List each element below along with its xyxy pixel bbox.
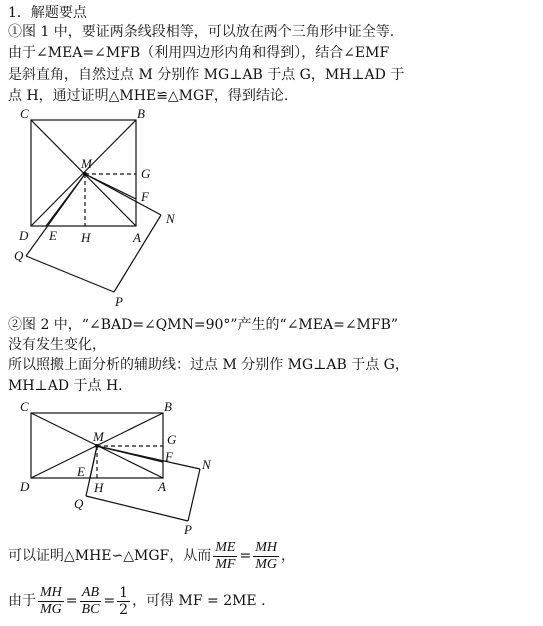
fig1-line-MQ (26, 174, 85, 256)
fraction-numerator: MH (255, 539, 277, 555)
fig2-label-F: F (165, 449, 173, 464)
fig2-label-H: H (94, 480, 104, 495)
fig2-label-Q: Q (74, 496, 84, 511)
formula-line-2 (8, 583, 266, 619)
formula-1-suffix: ， (281, 548, 295, 564)
figure-1-lines (26, 120, 161, 292)
fig2-label-P: P (184, 522, 192, 537)
fig1-label-F: F (141, 189, 149, 204)
paragraph-2-line-1: ②图 2 中，“∠BAD=∠QMN=90°”产生的“∠MEA=∠MFB” (8, 317, 399, 333)
fig1-label-A: A (133, 230, 141, 245)
fraction-ME-MF (213, 540, 237, 573)
fig2-label-M: M (93, 429, 104, 444)
paragraph-2-line-4: MH⊥AD 于点 H. (8, 378, 123, 394)
formula-line-1 (8, 538, 295, 574)
paragraph-1-line-2: 由于∠MEA=∠MFB（利用四边形内角和得到），结合∠EMF (8, 45, 390, 61)
fig2-label-A: A (158, 479, 166, 494)
section-heading: 1．解题要点 (8, 5, 87, 21)
fraction-denominator: MF (215, 556, 236, 572)
equals-sign: = (103, 593, 116, 609)
paragraph-1-line-3: 是斜直角，自然过点 M 分别作 MG⊥AB 于点 G，MH⊥AD 于 (8, 67, 405, 83)
paragraph-1-line-1: ①图 1 中，要证两条线段相等，可以放在两个三角形中证全等． (8, 24, 404, 40)
fraction-MH-MG (253, 540, 279, 573)
paragraph-2-line-2: 没有发生变化， (8, 337, 106, 353)
paragraph-1-line-4: 点 H，通过证明△MHE≌△MGF，得到结论. (8, 88, 289, 104)
equals-sign: = (65, 593, 78, 609)
fraction-numerator: ME (215, 539, 236, 555)
figure-2-lines (31, 413, 200, 521)
fig2-label-G: G (167, 432, 177, 447)
fraction-numerator: MH (40, 584, 62, 600)
fig1-label-P: P (115, 294, 123, 309)
equals-sign: = (239, 548, 252, 564)
fraction-1-2 (117, 585, 130, 618)
fig2-line-QP (86, 496, 188, 521)
fig2-label-N: N (202, 457, 211, 472)
fraction-AB-BC (80, 585, 102, 618)
fig2-point-M (95, 444, 99, 448)
fig1-label-G: G (141, 166, 151, 181)
formula-1-prefix: 可以证明△MHE∽△MGF，从而 (8, 548, 212, 564)
fraction-denominator: MG (255, 556, 277, 572)
fig1-label-D: D (19, 228, 29, 243)
figure-1 (0, 104, 200, 309)
figure-2 (0, 396, 220, 541)
fig1-label-Q: Q (14, 248, 24, 263)
fig1-point-M (83, 172, 87, 176)
fig1-label-E: E (49, 228, 57, 243)
fraction-denominator: MG (40, 601, 62, 617)
fig1-label-C: C (20, 106, 29, 121)
fig1-label-B: B (137, 106, 145, 121)
fig2-label-C: C (20, 399, 29, 414)
fig2-line-MN (97, 446, 200, 469)
fig2-label-D: D (20, 479, 30, 494)
paragraph-2-line-3: 所以照搬上面分析的辅助线：过点 M 分别作 MG⊥AB 于点 G， (8, 357, 409, 373)
fig1-label-H: H (81, 230, 91, 245)
fraction-numerator: 1 (119, 584, 129, 601)
fraction-denominator: BC (81, 601, 100, 617)
formula-2-prefix: 由于 (8, 593, 36, 609)
fig2-label-E: E (77, 464, 85, 479)
fig1-label-N: N (166, 211, 175, 226)
fig2-label-B: B (164, 399, 172, 414)
fraction-MH-MG (38, 585, 64, 618)
fraction-denominator: 2 (119, 601, 129, 618)
fig1-label-M: M (81, 156, 92, 171)
fraction-numerator: AB (80, 585, 102, 602)
fig1-line-QP (26, 256, 114, 292)
fig2-line-PN (188, 469, 200, 521)
formula-2-suffix: ，可得 MF = 2ME . (132, 593, 266, 609)
